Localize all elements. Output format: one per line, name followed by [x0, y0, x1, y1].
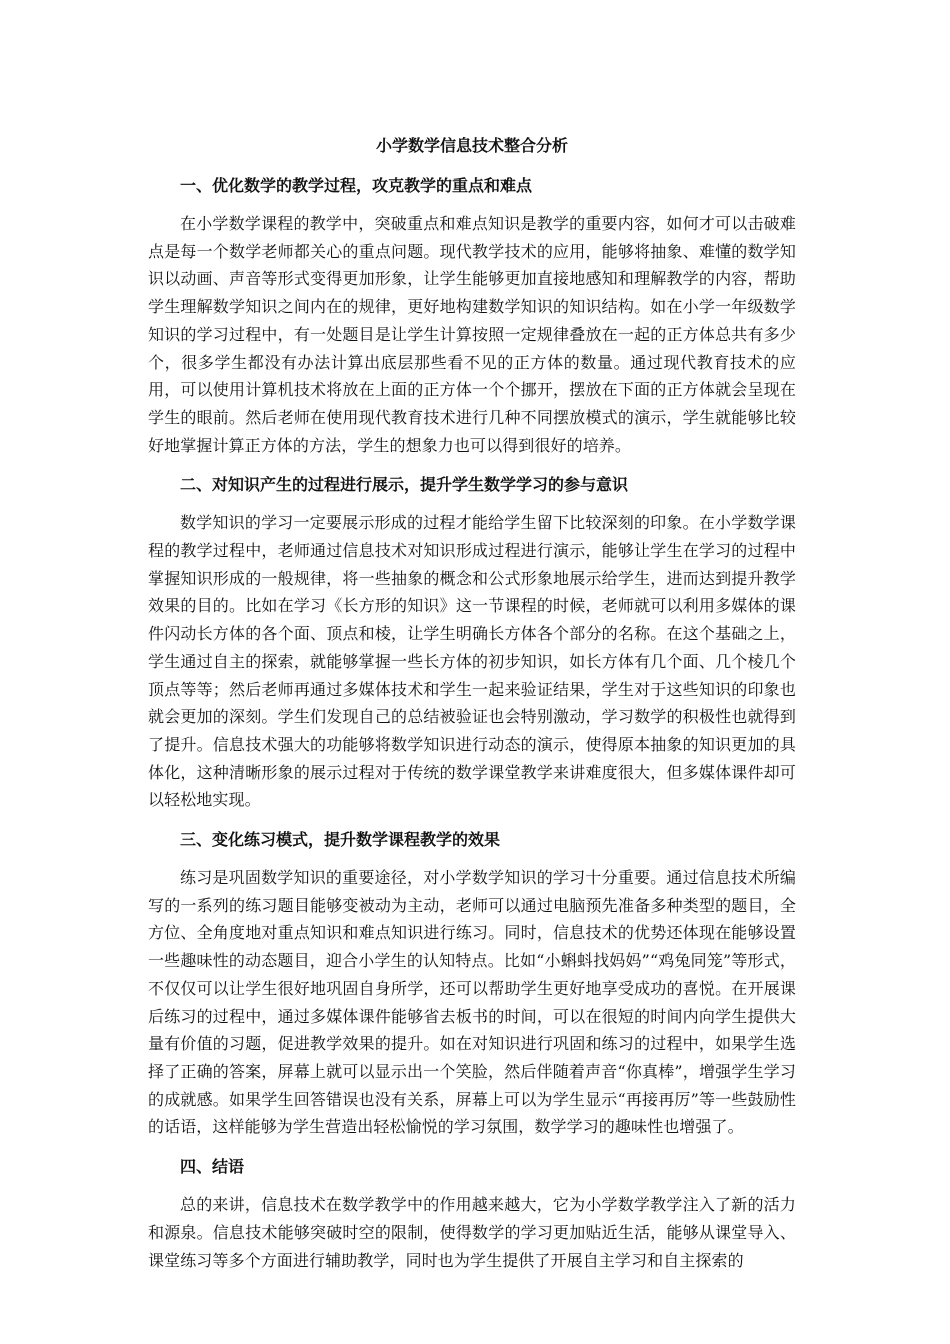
- section-paragraph-3: 练习是巩固数学知识的重要途径，对小学数学知识的学习十分重要。通过信息技术所编写的一系列的练习题目能够变被动为主动，老师可以通过电脑预先准备多种类型的题目，全方位、全角度地对重点知识和难点知识进行练习。同时，信息技术的优势还体现在能够设置一些趣味性的动态题目，迎合小学生的认知特点。比如“小蝌蚪找妈妈”“鸡兔同笼”等形式，不仅仅可以让学生很好地巩固自身所学，还可以帮助学生更好地享受成功的喜悦。在开展课后练习的过程中，通过多媒体课件能够省去板书的时间，可以在很短的时间内向学生提供大量有价值的习题，促进教学效果的提升。如在对知识进行巩固和练习的过程中，如果学生选择了正确的答案，屏幕上就可以显示出一个笑脸，然后伴随着声音“你真棒”，增强学生学习的成就感。如果学生回答错误也没有关系，屏幕上可以为学生显示“再接再厉”等一些鼓励性的话语，这样能够为学生营造出轻松愉悦的学习氛围，数学学习的趣味性也增强了。: [148, 868, 796, 1137]
- section-heading-4: 四、结语: [180, 1157, 245, 1177]
- section-heading-2: 二、对知识产生的过程进行展示，提升学生数学学习的参与意识: [180, 475, 629, 495]
- section-heading-3: 三、变化练习模式，提升数学课程教学的效果: [180, 830, 501, 850]
- document-title: 小学数学信息技术整合分析: [375, 136, 568, 155]
- section-paragraph-1: 在小学数学课程的教学中，突破重点和难点知识是教学的重要内容，如何才可以击破难点是每一个数学老师都关心的重点问题。现代教学技术的应用，能够将抽象、难懂的数学知识以动画、声音等形式变得更加形象，让学生能够更加直接地感知和理解教学的内容，帮助学生理解数学知识之间内在的规律，更好地构建数学知识的知识结构。如在小学一年级数学知识的学习过程中，有一处题目是让学生计算按照一定规律叠放在一起的正方体总共有多少个，很多学生都没有办法计算出底层那些看不见的正方体的数量。通过现代教育技术的应用，可以使用计算机技术将放在上面的正方体一个个挪开，摆放在下面的正方体就会呈现在学生的眼前。然后老师在使用现代教育技术进行几种不同摆放模式的演示，学生就能够比较好地掌握计算正方体的方法，学生的想象力也可以得到很好的培养。: [148, 214, 796, 455]
- document-page: [148, 134, 796, 1288]
- section-heading-1: 一、优化数学的教学过程，攻克教学的重点和难点: [180, 176, 533, 195]
- section-paragraph-4: 总的来讲，信息技术在数学教学中的作用越来越大，它为小学数学教学注入了新的活力和源泉。信息技术能够突破时空的限制，使得数学的学习更加贴近生活，能够从课堂导入、课堂练习等多个方面进行辅助教学，同时也为学生提供了开展自主学习和自主探索的: [148, 1195, 796, 1270]
- section-paragraph-2: 数学知识的学习一定要展示形成的过程才能给学生留下比较深刻的印象。在小学数学课程的教学过程中，老师通过信息技术对知识形成过程进行演示，能够让学生在学习的过程中掌握知识形成的一般规律，将一些抽象的概念和公式形象地展示给学生，进而达到提升教学效果的目的。比如在学习《长方形的知识》这一节课程的时候，老师就可以利用多媒体的课件闪动长方体的各个面、顶点和棱，让学生明确长方体各个部分的名称。在这个基础之上，学生通过自主的探索，就能够掌握一些长方体的初步知识，如长方体有几个面、几个棱几个顶点等等；然后老师再通过多媒体技术和学生一起来验证结果，学生对于这些知识的印象也就会更加的深刻。学生们发现自己的总结被验证也会特别激动，学习数学的积极性也就得到了提升。信息技术强大的功能够将数学知识进行动态的演示，使得原本抽象的知识更加的具体化，这种清晰形象的展示过程对于传统的数学课堂教学来讲难度很大，但多媒体课件却可以轻松地实现。: [148, 513, 796, 810]
